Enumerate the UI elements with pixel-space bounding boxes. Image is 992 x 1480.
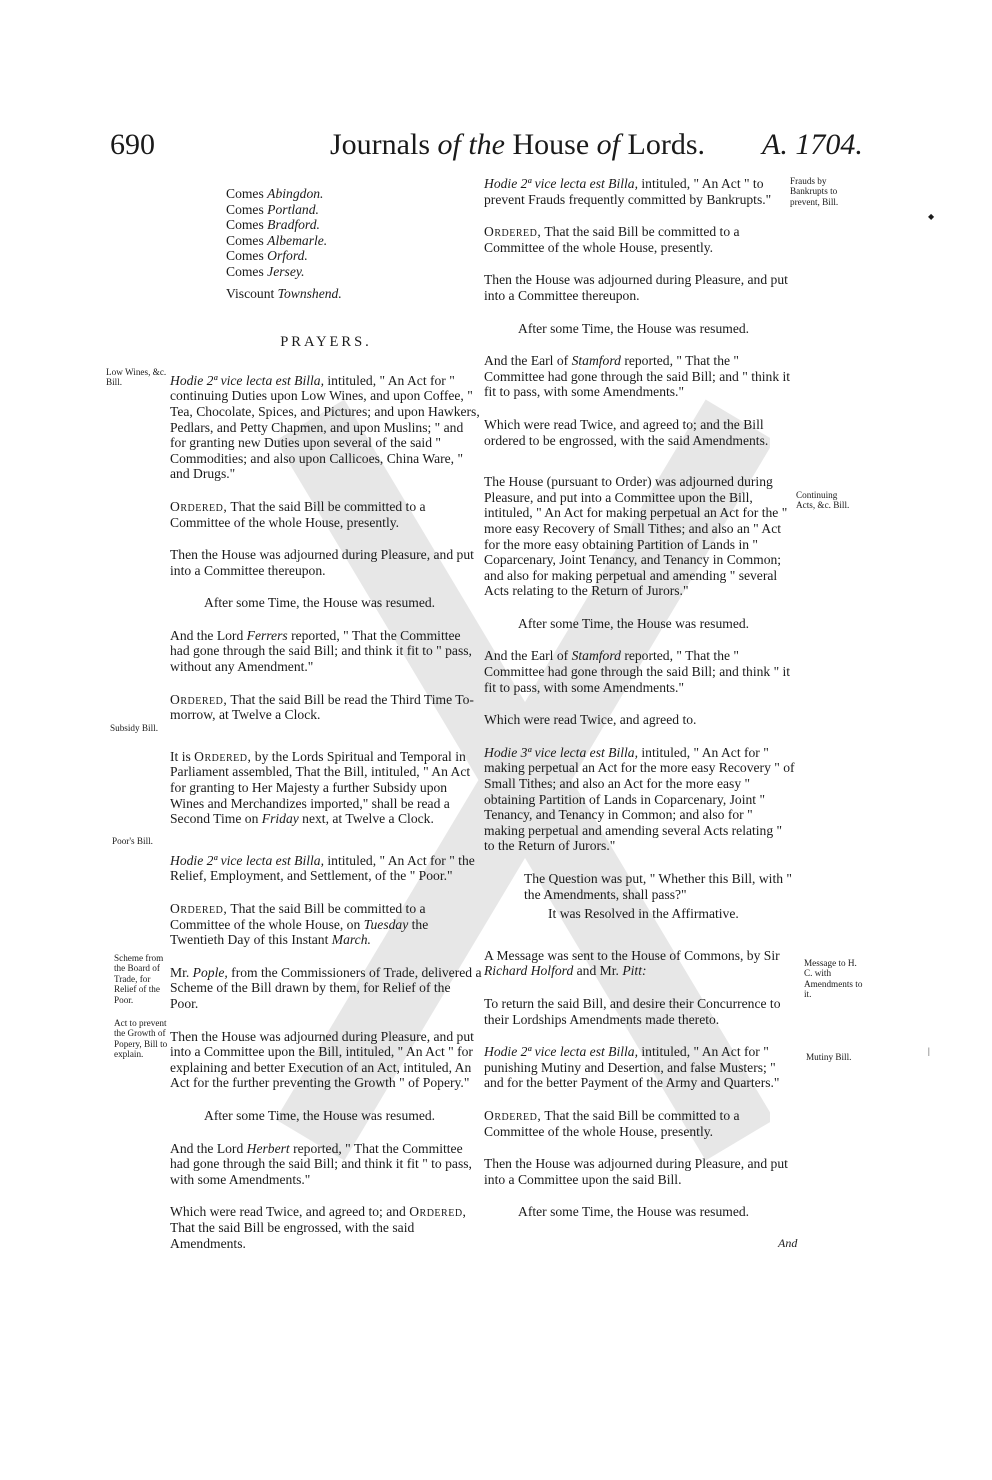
paragraph: Ordered, That the said Bill be committed to a Committee of the whole House, on Tuesday the Twentieth Day of this Instant March. <box>170 901 429 948</box>
margin-note-scheme: Scheme from the Board of Trade, for Relief of the Poor. <box>114 953 164 1005</box>
catchword: And <box>778 1236 798 1250</box>
paragraph: Ordered, That the said Bill be committed to a Committee of the whole House, presently. <box>484 224 740 255</box>
paragraph: And the Earl of Stamford reported, " That the " Committee had gone through the said Bill; and think " it fit to pass, with some Amendments." <box>484 648 791 695</box>
scan-speck: ◆ <box>928 212 935 221</box>
lord-entry: Comes Bradford. <box>226 217 320 233</box>
paragraph: Then the House was adjourned during Pleasure, and put into a Committee thereupon. <box>484 272 788 303</box>
margin-note-message: Message to H. C. with Amendments to it. <box>804 958 863 1000</box>
paragraph: The Question was put, " Whether this Bill, with " the Amendments, shall pass?" <box>524 871 792 902</box>
paragraph: It is Ordered, by the Lords Spiritual and Temporal in Parliament assembled, That the Bill, intituled, " An Act for granting to Her Majesty a further Subsidy upon Wines and Merchandizes imported," shall be read a Second Time on Friday next, at Twelve a Clock. <box>170 748 471 827</box>
paragraph: Then the House was adjourned during Pleasure, and put into a Committee upon the Bill, intituled, " An Act " for explaining and better Execution of an Act, intituled, An Act for the further preventing the Growth " of Popery." <box>170 1028 474 1091</box>
lord-entry: Comes Abingdon. <box>226 186 324 201</box>
paragraph: Hodie 2ª vice lecta est Billa, intituled, " An Act for " punishing Mutiny and Desertion, and false Musters; " and for the better Payment of the Army and Quarters." <box>484 1044 780 1091</box>
paragraph: And the Earl of Stamford reported, " That the " Committee had gone through the said Bill; and " think it fit to pass, with some Amendments." <box>484 353 791 400</box>
margin-note-subsidy: Subsidy Bill. <box>110 723 158 733</box>
margin-note-popery: Act to prevent the Growth of Popery, Bill to explain. <box>114 1018 168 1060</box>
margin-note-mutiny: Mutiny Bill. <box>806 1052 852 1062</box>
scan-speck: | <box>928 1046 930 1056</box>
lords-list <box>170 186 482 301</box>
paragraph: Which were read Twice, and agreed to. <box>484 712 697 728</box>
right-column <box>484 176 796 1220</box>
paragraph: Ordered, That the said Bill be read the Third Time To-morrow, at Twelve a Clock. <box>170 691 474 723</box>
paragraph: Hodie 3ª vice lecta est Billa, intituled, " An Act for " making perpetual an Act for the more easy Recovery " of Small Tithes; and also an Act for the more easy " obtaining Partition of Lands in Coparcenary, Joint " Tenancy, and Tenancy in Common; and also for " making perpetual and amending several Acts relating " to the Return of Jurors." <box>484 744 795 854</box>
paragraph: And the Lord Ferrers reported, " That the Committee had gone through the said Bill; and think it fit to " pass, without any Amendment." <box>170 627 472 675</box>
margin-note-frauds: Frauds by Bankrupts to prevent, Bill. <box>790 176 839 207</box>
paragraph: After some Time, the House was resumed. <box>518 1204 750 1220</box>
paragraph: After some Time, the House was resumed. <box>518 320 750 336</box>
paragraph: Then the House was adjourned during Pleasure, and put into a Committee thereupon. <box>170 547 474 578</box>
paragraph: Hodie 2ª vice lecta est Billa, intituled, " An Act for " the Relief, Employment, and Settlement, of the " Poor." <box>170 852 475 884</box>
paragraph: The House (pursuant to Order) was adjourned during Pleasure, and put into a Committee upon the Bill, intituled, " An Act for making perpetual an Act for the " more easy Recovery of Small Tithes; and also an " Act for the more easy obtaining Partition of Lands in " Coparcenary, Joint Tenancy, and Tenancy in Common; and also for making perpetual and amending " several Acts relating to the Return of Jurors." <box>484 474 788 599</box>
paragraph: Hodie 2ª vice lecta est Billa, intituled, " An Act for " continuing Duties upon Low Wines, and upon Coffee, " Tea, Chocolate, Spices, and Pictures; and upon Hawkers, Pedlars, and Petty Chapmen, and upon Muslins; " and for granting new Duties upon several of the said " Commodities; and also upon Callicoes, China Ware, " and Drugs." <box>170 372 480 482</box>
paragraph: Which were read Twice, and agreed to; and the Bill ordered to be engrossed, with the said Amendments. <box>484 416 769 448</box>
paragraph: Hodie 2ª vice lecta est Billa, intituled, " An Act " to prevent Frauds frequently committed by Bankrupts." <box>484 176 772 207</box>
left-column <box>170 186 482 1251</box>
paragraph: It was Resolved in the Affirmative. <box>548 906 739 922</box>
margin-note-continuing: Continuing Acts, &c. Bill. <box>796 490 850 511</box>
page-number: 690 <box>110 128 155 161</box>
paragraph: And the Lord Herbert reported, " That the Committee had gone through the said Bill; and think it fit " to pass, with some Amendments." <box>170 1140 472 1187</box>
paragraph: Mr. Pople, from the Commissioners of Trade, delivered a Scheme of the Bill drawn by them, for Relief of the Poor. <box>170 964 482 1011</box>
paragraph: Ordered, That the said Bill be committed to a Committee of the whole House, presently. <box>170 498 426 530</box>
year: A. 1704. <box>762 128 863 161</box>
paragraph: After some Time, the House was resumed. <box>518 615 750 631</box>
margin-note-low-wines: Low Wines, &c. Bill. <box>106 367 167 388</box>
lord-entry: Comes Albemarle. <box>226 232 328 248</box>
margin-note-poors: Poor's Bill. <box>112 836 153 846</box>
prayers-heading: PRAYERS. <box>280 334 372 351</box>
paragraph: After some Time, the House was resumed. <box>204 1107 436 1123</box>
paragraph: To return the said Bill, and desire their Concurrence to their Lordships Amendments made thereto. <box>484 995 781 1027</box>
paragraph: Ordered, That the said Bill be committed to a Committee of the whole House, presently. <box>484 1107 740 1139</box>
paragraph: Then the House was adjourned during Pleasure, and put into a Committee upon the said Bill. <box>484 1156 788 1187</box>
lord-entry: Viscount Townshend. <box>226 285 342 301</box>
paragraph: Which were read Twice, and agreed to; and Ordered, That the said Bill be engrossed, with the said Amendments. <box>170 1204 467 1251</box>
paragraph: A Message was sent to the House of Commons, by Sir Richard Holford and Mr. Pitt: <box>484 947 780 979</box>
lord-entry: Comes Jersey. <box>226 263 305 279</box>
lord-entry: Comes Portland. <box>226 201 319 217</box>
journal-title: Journals of the House of Lords. <box>330 128 705 161</box>
lord-entry: Comes Orford. <box>226 248 308 264</box>
paragraph: After some Time, the House was resumed. <box>204 595 436 611</box>
